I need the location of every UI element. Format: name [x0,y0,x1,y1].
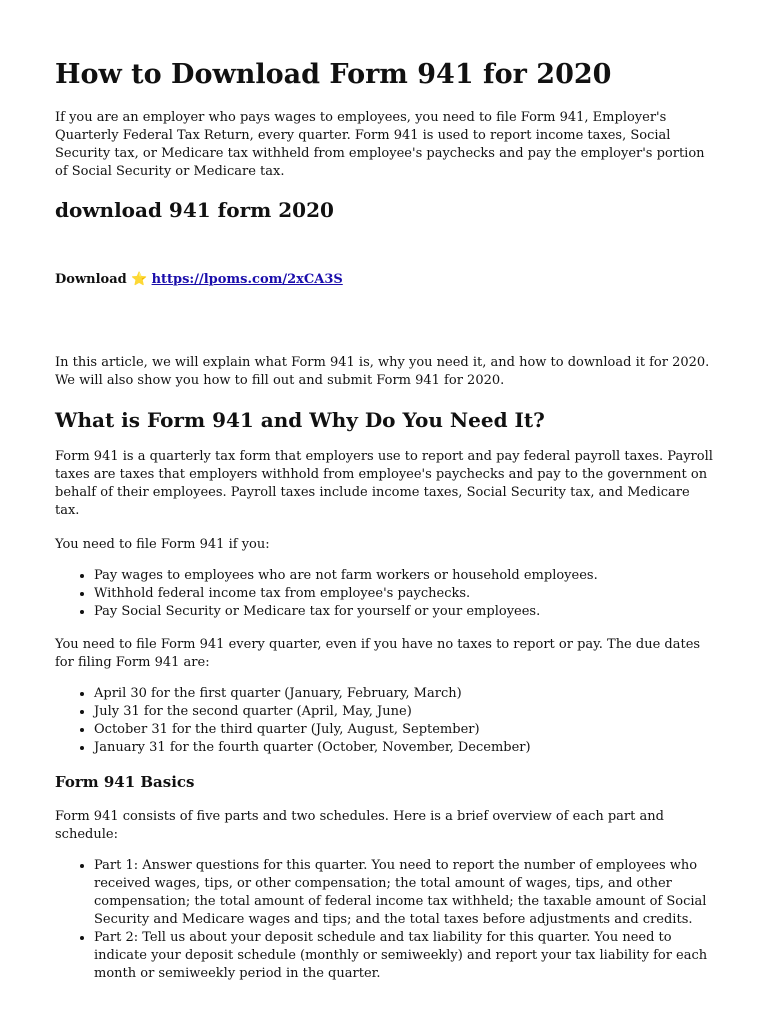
download-link[interactable]: https://lpoms.com/2xCA3S [151,272,343,287]
page-title: How to Download Form 941 for 2020 [55,59,612,90]
list-item: • January 31 for the fourth quarter (October, November, December) [94,739,715,757]
article-intro-paragraph: In this article, we will explain what Form 941 is, why you need it, and how to download it for 2020. We will also show you how to fill out and submit Form 941 for 2020. [55,355,710,388]
list-item: • Part 1: Answer questions for this quarter. You need to report the number of employees who received wages, tips, or other compensation; the total amount of wages, tips, and other compensation; the total amount of federal income tax withheld; the taxable amount of Social Security and Medicare wages and tips; and the total taxes before adjustments and credits. [94,857,715,929]
list-item: • October 31 for the third quarter (July, August, September) [94,721,715,739]
list-item: • Withhold federal income tax from employee's paychecks. [94,585,715,603]
list-item: • July 31 for the second quarter (April, May, June) [94,703,715,721]
parts-list [55,857,715,983]
need-intro-paragraph: You need to file Form 941 if you: [55,537,270,552]
download-label: Download ⭐ [55,272,148,287]
download-line [55,271,715,289]
basics-heading: Form 941 Basics [55,773,195,791]
list-item: • Pay Social Security or Medicare tax for yourself or your employees. [94,603,715,621]
list-item: • Pay wages to employees who are not farm workers or household employees. [94,567,715,585]
basics-paragraph: Form 941 consists of five parts and two schedules. Here is a brief overview of each part and schedule: [55,809,664,842]
due-dates-list [55,685,715,757]
every-quarter-paragraph: You need to file Form 941 every quarter, even if you have no taxes to report or pay. The due dates for filing Form 941 are: [55,637,701,670]
list-item: • April 30 for the first quarter (January, February, March) [94,685,715,703]
download-subheading: download 941 form 2020 [55,198,334,222]
need-list [55,567,715,621]
list-item: • Part 2: Tell us about your deposit schedule and tax liability for this quarter. You need to indicate your deposit schedule (monthly or semiweekly) and report your tax liability for each month or semiweekly period in the quarter. [94,929,715,983]
what-is-paragraph: Form 941 is a quarterly tax form that employers use to report and pay federal payroll taxes. Payroll taxes are taxes that employers withhold from employee's paychecks and pay to the government on behalf of their employees. Payroll taxes include income taxes, Social Security tax, and Medicare tax. [55,449,713,518]
what-is-heading: What is Form 941 and Why Do You Need It? [55,408,545,432]
intro-paragraph: If you are an employer who pays wages to employees, you need to file Form 941, Employer's Quarterly Federal Tax Return, every quarter. Form 941 is used to report income taxes, Social Security tax, or Medicare tax withheld from employee's paychecks and pay the employer's portion of Social Security or Medicare tax. [55,110,705,179]
